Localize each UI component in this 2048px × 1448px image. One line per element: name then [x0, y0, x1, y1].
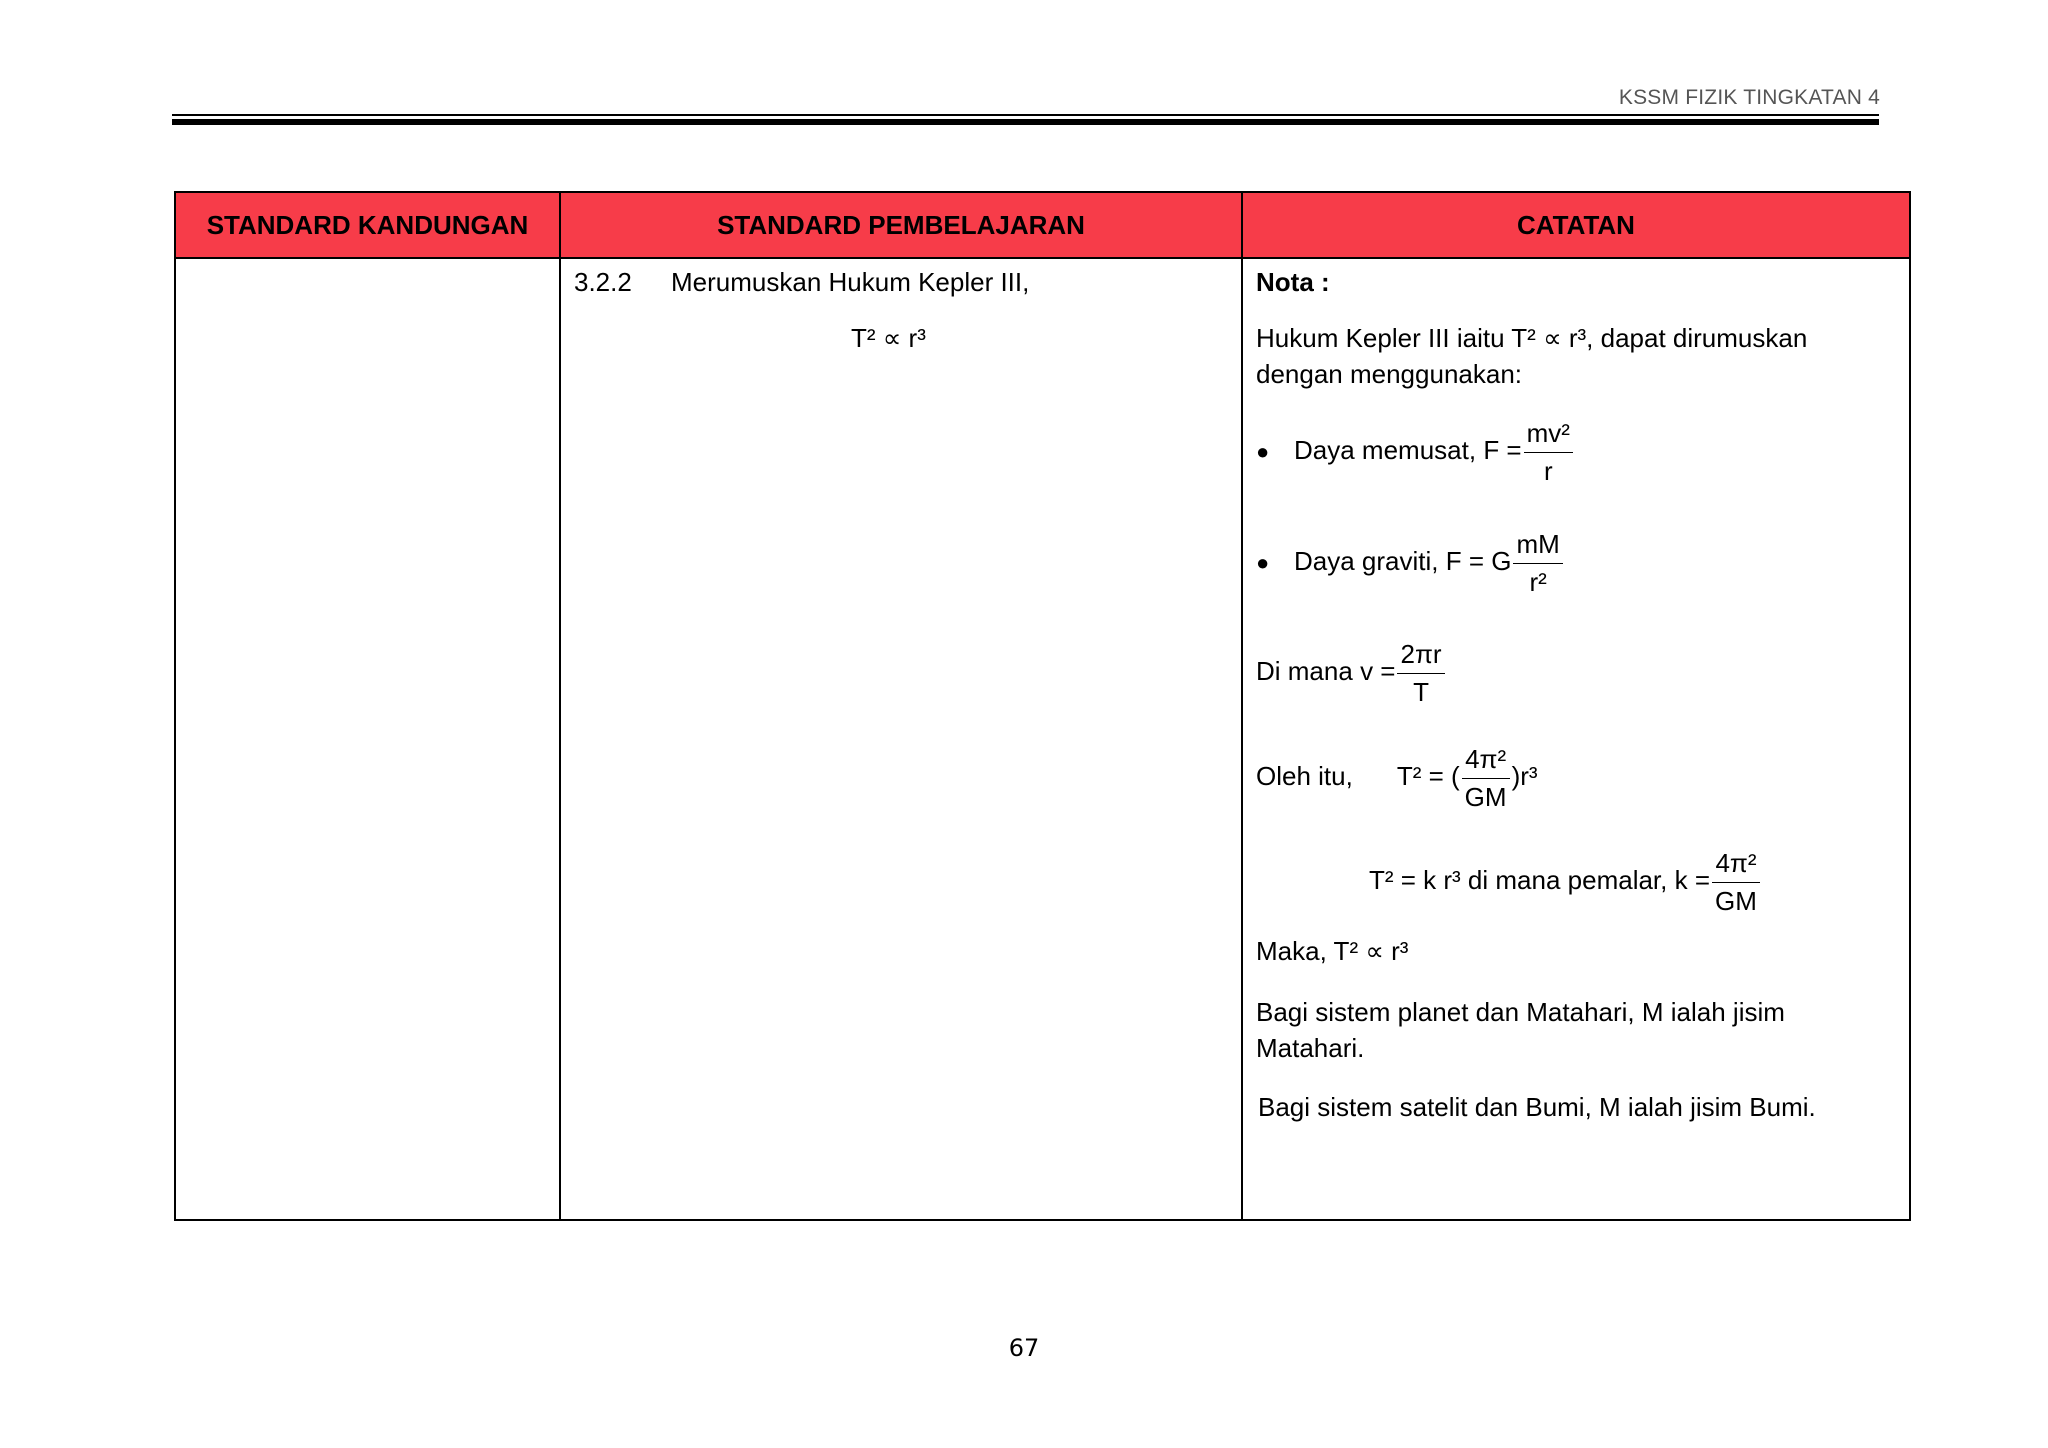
- bullet1-label: Daya memusat,: [1294, 434, 1477, 465]
- cell-standard-kandungan: [175, 258, 560, 1220]
- olehitu-label: Oleh itu,: [1256, 760, 1353, 791]
- intro-line-1: Hukum Kepler III iaitu T² ∝ r³, dapat dirumuskan: [1256, 323, 1808, 353]
- intro-line-2: dengan menggunakan:: [1256, 359, 1523, 389]
- bullet-daya-memusat: [1256, 417, 1575, 487]
- bullet-dot-icon: ●: [1256, 549, 1270, 575]
- bullet2-fraction: [1513, 528, 1562, 598]
- olehitu-fraction: [1462, 743, 1510, 813]
- maka-line: Maka, T² ∝ r³: [1256, 936, 1409, 966]
- sp-formula: T² ∝ r³: [851, 323, 926, 353]
- sp-text: Merumuskan Hukum Kepler III,: [671, 267, 1030, 297]
- pemalar-numerator: 4π²: [1712, 847, 1760, 883]
- sp-code: 3.2.2: [574, 267, 632, 297]
- table-row: [175, 258, 1910, 1220]
- olehitu-rhs: )r³: [1511, 760, 1538, 791]
- olehitu-numerator: 4π²: [1462, 743, 1510, 779]
- bagi-planet-line-1: Bagi sistem planet dan Matahari, M ialah jisim: [1256, 997, 1785, 1027]
- page-number: 67: [1008, 1334, 1040, 1362]
- table-header-row: [175, 192, 1910, 258]
- nota-label: Nota :: [1256, 267, 1330, 297]
- running-header: KSSM FIZIK TINGKATAN 4: [1618, 86, 1880, 109]
- pemalar-text: T² = k r³ di mana pemalar,: [1369, 864, 1668, 895]
- bagi-planet-line-2: Matahari.: [1256, 1033, 1365, 1063]
- dimana-fraction: [1397, 638, 1444, 708]
- pemalar-denominator: GM: [1715, 885, 1757, 916]
- olehitu-denominator: GM: [1464, 781, 1507, 812]
- pemalar-fraction: [1712, 847, 1760, 917]
- bullet-dot-icon: ●: [1256, 438, 1270, 464]
- olehitu-lhs: T² = (: [1396, 760, 1460, 791]
- bullet2-lhs: F = G: [1445, 545, 1512, 576]
- header-standard-kandungan: STANDARD KANDUNGAN: [175, 192, 560, 258]
- dimana-numerator: 2πr: [1397, 638, 1444, 674]
- pemalar-lhs: k =: [1674, 864, 1711, 895]
- bullet1-numerator: mv²: [1524, 417, 1573, 453]
- dimana-lhs: v =: [1360, 655, 1396, 686]
- pemalar-line: [1369, 847, 1762, 917]
- bullet1-fraction: [1524, 417, 1573, 487]
- bullet1-lhs: F =: [1483, 434, 1522, 465]
- cell-standard-pembelajaran: [560, 258, 1242, 1220]
- header-rule-thick: [172, 119, 1879, 125]
- cell-catatan: [1242, 258, 1910, 1220]
- di-mana-line: [1256, 638, 1447, 708]
- oleh-itu-line: [1256, 743, 1538, 813]
- dimana-denominator: T: [1413, 676, 1429, 707]
- bagi-satelit-line: Bagi sistem satelit dan Bumi, M ialah jisim Bumi.: [1258, 1092, 1816, 1122]
- bullet-daya-graviti: [1256, 528, 1565, 598]
- bullet2-denominator: r²: [1529, 566, 1547, 597]
- header-catatan: CATATAN: [1242, 192, 1910, 258]
- bullet2-numerator: mM: [1513, 528, 1562, 564]
- bullet2-label: Daya graviti,: [1294, 545, 1439, 576]
- dimana-label: Di mana: [1256, 655, 1353, 686]
- header-rule-thin: [172, 114, 1879, 116]
- bullet1-denominator: r: [1543, 455, 1553, 486]
- header-standard-pembelajaran: STANDARD PEMBELAJARAN: [560, 192, 1242, 258]
- standards-table: [174, 191, 1911, 1221]
